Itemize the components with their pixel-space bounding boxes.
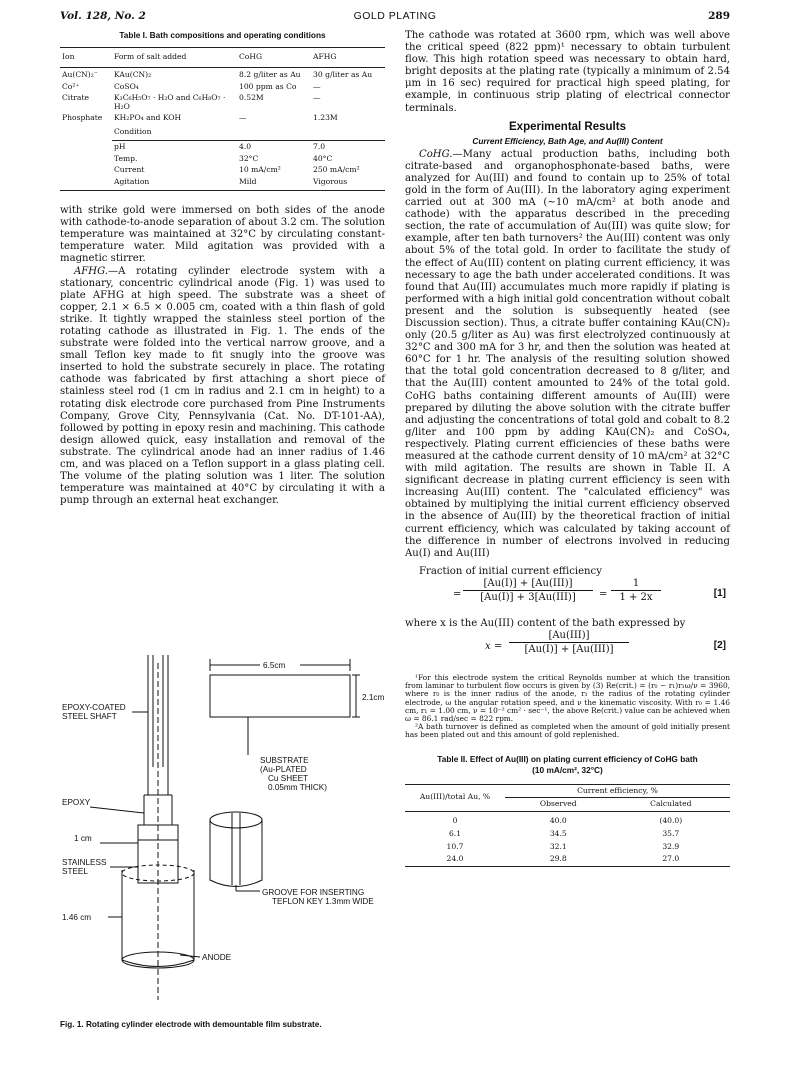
table1-caption: Table I. Bath compositions and operating conditions: [119, 30, 326, 40]
right-column: [405, 30, 730, 867]
running-title: GOLD PLATING: [353, 10, 437, 22]
groove-label: TEFLON KEY 1.3mm WIDE: [272, 897, 374, 906]
equation-intro: Fraction of initial current efficiency: [419, 565, 602, 577]
equation-number: [2]: [713, 640, 726, 652]
eq1-numerator: 1: [611, 578, 661, 591]
electrode-diagram: [60, 655, 385, 1020]
table1-header: Ion: [60, 48, 112, 68]
table1-header: Form of salt added: [112, 48, 237, 68]
left-column: [60, 30, 385, 507]
page-number: 289: [708, 10, 730, 22]
table-cell: 30 g/liter as Au: [313, 70, 373, 80]
table-cell: 1.23M: [313, 113, 338, 123]
table-cell: 40.0: [549, 816, 567, 826]
table2-header: Current efficiency, %: [505, 784, 730, 798]
eq2-lhs: x =: [485, 641, 503, 653]
anode-label: ANODE: [202, 953, 232, 962]
paragraph: [405, 149, 730, 560]
volume-label: Vol. 128, No. 2: [60, 10, 146, 22]
table-cell: 8.2 g/liter as Au: [239, 70, 301, 80]
paragraph: The cathode was rotated at 3600 rpm, which was well above the critical speed (822 ppm)¹ necessary to obtain turbulent flow. This high rotation speed was necessary to obtain hard, bright deposits at the plating rate (typically a minimum of 2.54 μm in 16 sec) required for practical high speed plating, for example, in continuous strip plating of electrical connector terminals.: [405, 30, 730, 114]
table-cell: 7.0: [313, 142, 326, 152]
table-cell: —: [313, 93, 321, 103]
figure-label: Fig. 1.: [60, 1020, 84, 1029]
table2-header: Au(III)/total Au, %: [405, 784, 505, 811]
page-header: [60, 10, 730, 24]
equation-2: [405, 630, 730, 670]
paragraph: [60, 266, 385, 508]
epoxy-label: EPOXY: [62, 798, 91, 807]
radius-label: 1.46 cm: [62, 913, 92, 922]
table-row: [60, 143, 385, 155]
table-cell: K₃C₆H₅O₇ · H₂O and C₆H₈O₇ · H₂O: [114, 93, 226, 111]
table-cell: (40.0): [659, 816, 683, 826]
table-cell: 27.0: [612, 853, 730, 866]
table2-caption: Table II. Effect of Au(III) on plating current efficiency of CoHG bath (10 mA/cm², 32°C): [437, 753, 698, 775]
footnote-text: ²A bath turnover is defined as completed when the amount of gold initially present has been plated out and this amount of gold replenished.: [405, 722, 730, 740]
table-row: [60, 114, 385, 126]
table-cell: 4.0: [239, 142, 252, 152]
table1-header: CoHG: [237, 48, 311, 68]
table-cell: 32.9: [662, 841, 680, 851]
substrate-label: Cu SHEET: [268, 774, 309, 783]
equation-intro: where x is the Au(III) content of the bath expressed by: [405, 617, 686, 629]
footnote: [405, 674, 730, 723]
table-row: [405, 815, 730, 828]
table1-header-row: [60, 48, 385, 68]
table2-header: Calculated: [650, 799, 692, 809]
table-cell: 10 mA/cm²: [239, 165, 281, 175]
table-cell: Current: [114, 165, 145, 175]
footnote: [405, 723, 730, 739]
paragraph-text: —A rotating cylinder electrode system with a stationary, concentric cylindrical anode (Fig. 1) was used to plate AFHG at high speed. The substrate was a sheet of copper, 2.1 × 6.5 × 0.005 cm, coated with a thin flash of gold strike. It tightly wrapped the stainless steel portion of the rotating cathode as illustrated in Fig. 1. The ends of the substrate were folded into the vertical narrow groove, and a small Teflon key made to fit snugly into the groove was inserted to hold the substrate securely in place. The rotating cathode was fabricated by first attaching a short piece of stainless steel rod (1 cm in radius and 2.1 cm in height) to a rotating disk electrode core purchased from Pine Instruments Company, Grove City, Pennsylvania (Cat. No. DT-101-AA), followed by potting in epoxy resin and machining. This cathode design allowed quick, easy installation and removal of the substrate. The cylindrical anode had an inner radius of 1.46 cm, and was placed on a Teflon support in a glass plating cell. The volume of the plating solution was 1 liter. The solution temperature was maintained at 40°C by circulating it with a pump through an external heat exchanger.: [60, 265, 385, 507]
equation-1: = [Au(I)] + [Au(III)] [Au(I)] + 3[Au(III)] = $\frac{1}{1 + 2x}$ [1]: [453, 577, 726, 603]
table-row: [405, 841, 730, 854]
paragraph: with strike gold were immersed on both sides of the anode with cathode-to-anode separation of about 3.2 cm. The solution temperature was maintained at 32°C by circulating constant-temperature water. Mild agitation was provided with a magnetic stirrer.: [60, 205, 385, 265]
substrate-label: SUBSTRATE: [260, 756, 309, 765]
table-cell: Temp.: [114, 153, 138, 163]
figure-1: [60, 655, 385, 1025]
eq2-denominator: [Au(I)] + [Au(III)]: [524, 644, 614, 656]
condition-label: Condition: [114, 127, 152, 137]
table1-header: AFHG: [311, 48, 385, 68]
eq1-denominator: [Au(I)] + 3[Au(III)]: [480, 591, 576, 603]
eq1-denominator: 1 + 2x: [619, 591, 653, 603]
table-cell: 24.0: [405, 853, 505, 866]
paragraph-lead: AFHG.: [74, 265, 109, 277]
table-cell: KH₂PO₄ and KOH: [114, 113, 182, 123]
table1: [60, 47, 385, 191]
table-cell: Au(CN)₂⁻: [62, 70, 98, 80]
subsection-heading: Current Efficiency, Bath Age, and Au(III) Content: [472, 135, 663, 146]
table-cell: 100 ppm as Co: [239, 81, 297, 91]
one-cm-label: 1 cm: [74, 834, 92, 843]
table-cell: 0.52M: [239, 93, 264, 103]
table-cell: Citrate: [62, 93, 89, 103]
table-cell: —: [313, 81, 321, 91]
dimension-width-label: 6.5cm: [263, 661, 286, 670]
figure-caption-text: Rotating cylinder electrode with demountable film substrate.: [85, 1020, 322, 1029]
dimension-height-label: 2.1cm: [362, 693, 385, 702]
stainless-label: STAINLESS: [62, 858, 107, 867]
substrate-label: 0.05mm THICK): [268, 783, 327, 792]
table-cell: 0: [452, 816, 458, 826]
eq2-numerator: [Au(III)]: [509, 630, 629, 643]
table-row: [405, 853, 730, 866]
table-row: [60, 71, 385, 83]
table-cell: 10.7: [446, 841, 464, 851]
table-cell: Phosphate: [62, 113, 103, 123]
table-cell: 40°C: [313, 153, 333, 163]
figure-1-caption: [60, 1020, 380, 1030]
table-row: [60, 94, 385, 114]
table-row: [405, 828, 730, 841]
substrate-label: (Au-PLATED: [260, 765, 307, 774]
table-cell: —: [239, 113, 247, 123]
table-cell: Agitation: [114, 176, 150, 186]
table2: [405, 784, 730, 867]
table-cell: KAu(CN)₂: [114, 70, 152, 80]
epoxy-coated-label: EPOXY-COATED: [62, 703, 126, 712]
groove-label: GROOVE FOR INSERTING: [262, 888, 365, 897]
table-row: [60, 178, 385, 190]
table-cell: 6.1: [448, 828, 462, 838]
eq1-numerator: [Au(I)] + [Au(III)]: [463, 578, 593, 591]
table-cell: 29.8: [505, 853, 612, 866]
table-cell: 250 mA/cm²: [313, 165, 360, 175]
stainless-label: STEEL: [62, 867, 88, 876]
footnote-text: ¹For this electrode system the critical Reynolds number at which the transition from laminar to turbulent flow occurs is given by (3) Re(crit.) = (r₀ − r₁)r₁ω/ν = 3960, where r₀ is the inner radius of the anode, r₁ the radius of the rotating cylinder electrode, ω the angular rotation speed, and ν the kinematic viscosity. With r₀ = 1.46 cm, r₁ = 1.00 cm, ν = 10⁻² cm² · sec⁻¹, the above Re(crit.) value can be achieved when ω = 86.1 rad/sec = 822 rpm.: [405, 673, 730, 724]
equation-number: [1]: [713, 587, 726, 599]
table2-header: Observed: [539, 799, 577, 809]
table-cell: CoSO₄: [114, 81, 139, 91]
steel-shaft-label: STEEL SHAFT: [62, 712, 117, 721]
table-cell: Mild: [239, 176, 257, 186]
section-heading: Experimental Results: [509, 120, 626, 133]
table-cell: 32.1: [549, 841, 567, 851]
table-cell: Vigorous: [313, 176, 348, 186]
table-cell: pH: [114, 142, 126, 152]
table-cell: Co²⁺: [62, 81, 80, 91]
paragraph-lead: CoHG.: [419, 148, 453, 160]
table-cell: 34.5: [549, 828, 567, 838]
table-cell: 32°C: [239, 153, 259, 163]
table-cell: 35.7: [662, 828, 680, 838]
paragraph-text: —Many actual production baths, including both citrate-based and organophosphonate-based baths, were analyzed for Au(III) and found to contain up to 25% of total gold in the form of Au(III). In the laboratory aging experiment carried out at 300 mA (~10 mA/cm² at both anode and cathode) with the apparatus described in the preceding section, the rate of accumulation of Au(III) was quite slow; for example, after ten bath turnovers² the Au(III) content was only about 5% of the total gold. In order to facilitate the study of the effect of Au(III) content on plating current efficiency, it was necessary to age the bath under accelerated conditions. It was found that Au(III) accumulates much more rapidly if plating is performed with a high initial gold concentration without cobalt present and the solution is subsequently heated (see Discussion section). Thus, a citrate buffer containing KAu(CN)₂ only (20.5 g/liter as Au) was first electrolyzed continuously at 32°C and 300 mA for 3 hr, and then the solution was heated at 60°C for 1 hr. The analysis of the resulting solution showed that the total gold concentration decreased to 8 g/liter, and that the Au(III) content amounted to 24% of the total gold. CoHG baths containing different amounts of Au(III) were prepared by diluting the above solution with the citrate buffer and adjusting the concentrations of total gold and cobalt to 8.2 g/liter and 100 ppm by adding KAu(CN)₂ and CoSO₄, respectively. Plating current efficiencies of these baths were measured at the cathode current density of 10 mA/cm² at 32°C with mild agitation. The results are shown in Table II. A significant decrease in plating current efficiency is seen with increasing Au(III) content. The "calculated efficiency" was obtained by multiplying the initial current efficiency observed in the absence of Au(III) by the theoretical fraction of initial current efficiency, which was calculated by taking account of the difference in number of electrons involved in reducing Au(I) and Au(III): [405, 148, 730, 559]
